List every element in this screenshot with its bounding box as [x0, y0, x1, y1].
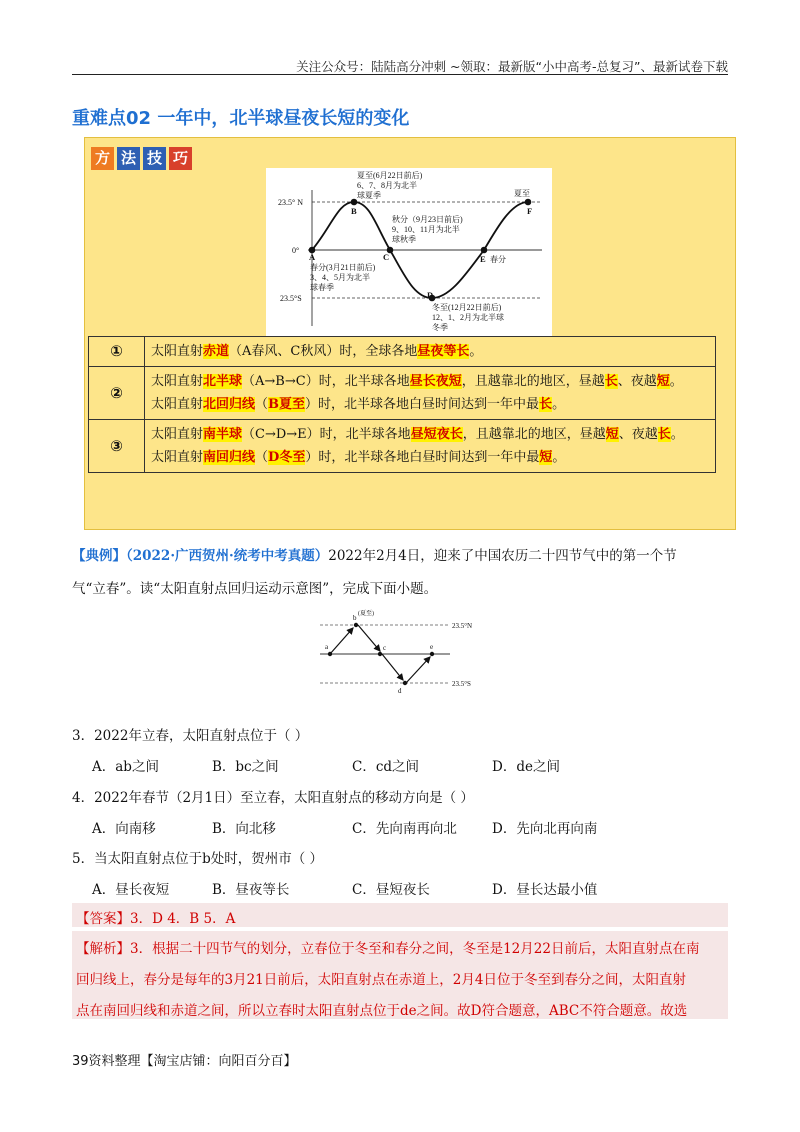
question-5-option-a: A．昼长夜短: [92, 882, 170, 898]
d2-label-b-note: (夏至): [358, 611, 374, 617]
point-e-dot: [481, 247, 488, 254]
label-a-line3: 球春季: [310, 283, 334, 292]
question-3-option-d: D．de之间: [492, 759, 560, 775]
header-rule: [72, 74, 728, 75]
label-c-line3: 球秋季: [392, 235, 416, 244]
label-d-line1: 冬至(12月22日前后): [432, 303, 502, 312]
example-intro-line2: 气“立春”。读“太阳直射点回归运动示意图”，完成下面小题。: [72, 581, 438, 597]
rule-number-3: ③: [89, 420, 145, 473]
answer-line: 【答案】3．D 4．B 5．A: [76, 911, 236, 927]
d2-point-b: [354, 623, 358, 627]
rule-text-2: 太阳直射北半球（A→B→C）时，北半球各地昼长夜短，且越靠北的地区，昼越长、夜越短。 太阳直射北回归线（B夏至）时，北半球各地白昼时间达到一年中最长。: [145, 367, 716, 420]
question-4-option-b: B．向北移: [212, 821, 276, 837]
question-5-option-b: B．昼夜等长: [212, 882, 290, 898]
label-d-line2: 12、1、2月为北半球: [432, 313, 504, 322]
label-c-line2: 9、10、11月为北半: [392, 225, 460, 234]
method-badge-2: 法: [117, 147, 140, 170]
point-d-label: D: [427, 290, 434, 300]
solar-migration-diagram: [266, 168, 552, 336]
d2-arrow-ab: [330, 628, 353, 654]
d2-label-e: e: [430, 643, 434, 651]
question-3-option-c: C．cd之间: [352, 759, 420, 775]
section-title: 重难点02 一年中，北半球昼夜长短的变化: [72, 108, 410, 129]
label-e: 春分: [490, 255, 506, 264]
footer: [72, 1050, 297, 1069]
analysis-line2: 回归线上，春分是每年的3月21日前后，太阳直射点在赤道上，2月4日位于冬至到春分之间，太阳直射: [76, 972, 686, 988]
example-tag: 【典例】: [72, 548, 126, 564]
question-3-option-a: A．ab之间: [92, 759, 159, 775]
label-b-line2: 6、7、8月为北半: [357, 181, 417, 190]
question-5-option-c: C．昼短夜长: [352, 882, 430, 898]
solar-track-diagram: [310, 608, 500, 698]
method-badge-1: 方: [91, 147, 114, 170]
d2-label-d: d: [398, 687, 402, 695]
point-e-label: E: [480, 254, 486, 264]
label-a-line2: 3、4、5月为北半: [310, 273, 370, 282]
footer-text: 资料整理【淘宝店铺：向阳百分百】: [88, 1054, 297, 1069]
rules-table: [88, 336, 716, 473]
point-c-label: C: [383, 252, 390, 262]
lat-south-label: 23.5°S: [280, 294, 302, 303]
d2-label-b: b: [353, 614, 357, 622]
d2-arrow-bc: [358, 625, 380, 651]
rule-number-2: ②: [89, 367, 145, 420]
example-source: （2022·广西贺州·统考中考真题）: [126, 548, 329, 564]
lat-north-label: 23.5° N: [278, 198, 303, 207]
d2-point-d: [403, 681, 407, 685]
point-b-label: B: [351, 206, 357, 216]
label-c-line1: 秋分（9月23日前后): [392, 215, 463, 224]
label-b-line3: 球夏季: [357, 191, 381, 200]
page-number: 39: [72, 1054, 89, 1069]
rule-text-3: 太阳直射南半球（C→D→E）时，北半球各地昼短夜长，且越靠北的地区，昼越短、夜越长。 太阳直射南回归线（D冬至）时，北半球各地白昼时间达到一年中最短。: [145, 420, 716, 473]
question-4-option-c: C．先向南再向北: [352, 821, 457, 837]
point-f-dot: [525, 199, 532, 206]
question-3-stem: 3．2022年立春，太阳直射点位于（ ）: [72, 728, 309, 744]
label-b-line1: 夏至(6月22日前后): [357, 171, 423, 180]
d2-point-e: [430, 652, 434, 656]
label-d-line3: 冬季: [432, 323, 448, 332]
rule-row-3: [89, 420, 716, 473]
rule-row-1: [89, 337, 716, 367]
point-f-label: F: [527, 206, 533, 216]
d2-arrow-cd: [382, 654, 403, 680]
label-f: 夏至: [514, 189, 530, 198]
example-intro-line1: 【典例】（2022·广西贺州·统考中考真题）2022年2月4日，迎来了中国农历二十四节气中的第一个节: [72, 548, 677, 564]
question-4-option-d: D．先向北再向南: [492, 821, 598, 837]
point-a-label: A: [309, 252, 316, 262]
lat-equator-label: 0°: [292, 246, 300, 255]
d2-arrow-de: [406, 657, 430, 683]
label-a-line1: 春分(3月21日前后): [310, 263, 376, 272]
question-5-option-d: D．昼长达最小值: [492, 882, 598, 898]
method-badge-4: 巧: [169, 147, 192, 170]
question-4-stem: 4．2022年春节（2月1日）至立春，太阳直射点的移动方向是（ ）: [72, 790, 474, 806]
question-3-option-b: B．bc之间: [212, 759, 279, 775]
d2-label-a: a: [325, 643, 329, 651]
rule-number-1: ①: [89, 337, 145, 367]
rule-row-2: [89, 367, 716, 420]
d2-label-lat-s: 23.5°S: [452, 680, 471, 688]
analysis-line1: 【解析】3．根据二十四节气的划分，立春位于冬至和春分之间，冬至是12月22日前后，太阳直射点在南: [76, 941, 700, 957]
d2-label-c: c: [383, 644, 387, 652]
method-badge-3: 技: [143, 147, 166, 170]
d2-label-lat-n: 23.5°N: [452, 622, 473, 630]
rule-text-1: 太阳直射赤道（A春风、C秋风）时，全球各地昼夜等长。: [145, 337, 716, 367]
question-4-option-a: A．向南移: [92, 821, 156, 837]
analysis-line3: 点在南回归线和赤道之间，所以立春时太阳直射点位于de之间。故D符合题意，ABC不符合题意。故选: [76, 1003, 688, 1019]
header-banner-text: 关注公众号：陆陆高分冲刺 ~领取：最新版“小中高考-总复习”、最新试卷下载: [296, 59, 728, 74]
d2-point-a: [328, 652, 332, 656]
question-5-stem: 5．当太阳直射点位于b处时，贺州市（ ）: [72, 851, 324, 867]
d2-point-c: [378, 652, 382, 656]
